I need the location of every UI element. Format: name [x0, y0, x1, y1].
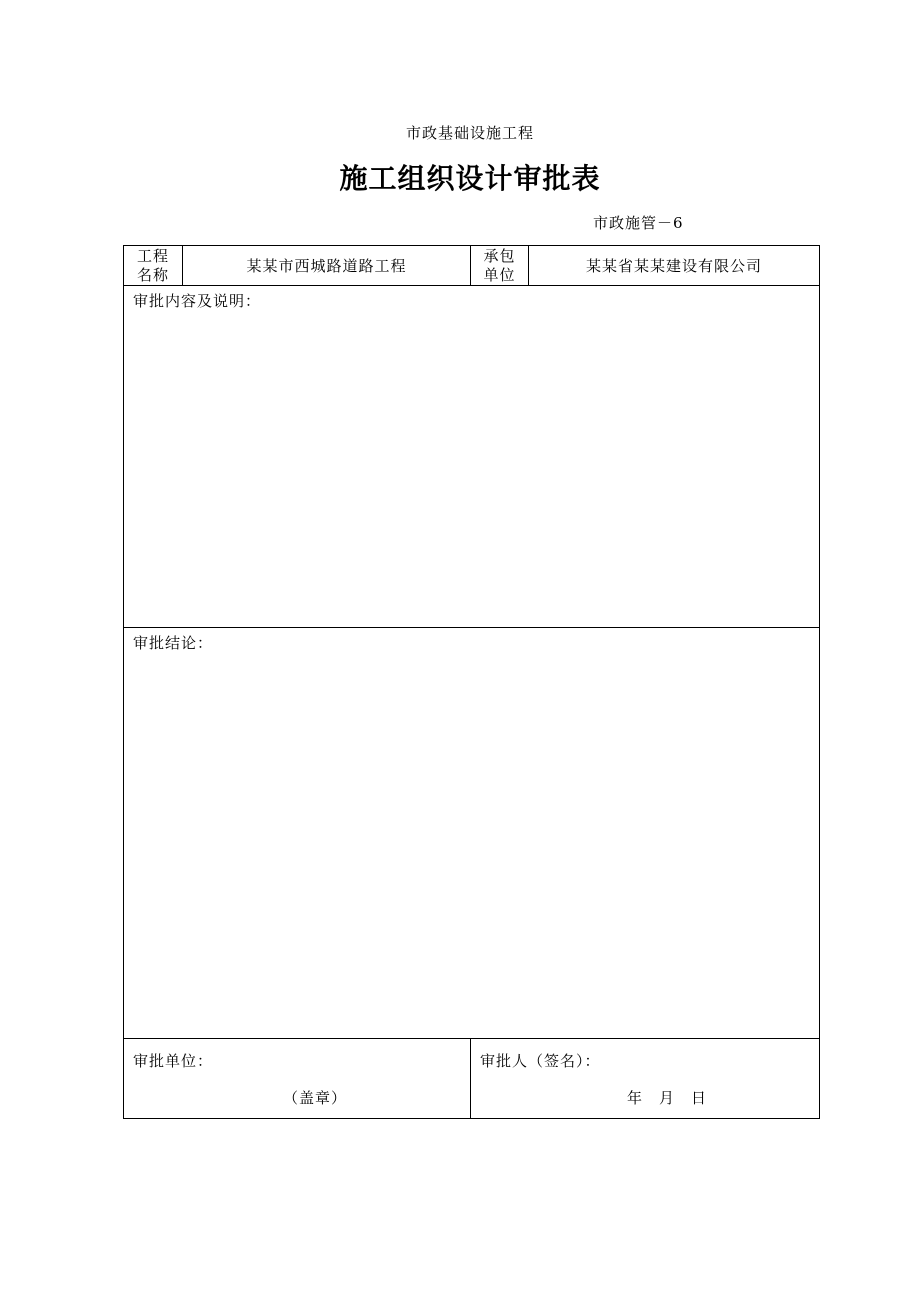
content-row	[124, 286, 820, 628]
document-title: 施工组织设计审批表	[339, 162, 601, 195]
approver-label: 审批人（签名）：	[480, 1052, 601, 1070]
seal-label: （盖章）	[282, 1089, 347, 1107]
project-name-value[interactable]: 某某市西城路道路工程	[183, 246, 471, 286]
date-label: 年 月 日	[627, 1089, 708, 1107]
approval-form-table	[123, 245, 820, 1119]
approving-unit-cell[interactable]	[124, 1039, 471, 1119]
form-code: 市政施管－6	[593, 214, 684, 232]
contractor-label-cell	[471, 246, 529, 286]
signature-row	[124, 1039, 820, 1119]
contractor-label-line1: 承包	[483, 246, 516, 265]
contractor-value[interactable]: 某某省某某建设有限公司	[529, 246, 820, 286]
document-subtitle: 市政基础设施工程	[405, 124, 534, 142]
project-name-label-line1: 工程	[136, 246, 169, 265]
project-name-label-cell	[124, 246, 183, 286]
conclusion-label: 审批结论：	[133, 634, 214, 652]
approving-unit-label: 审批单位：	[133, 1052, 214, 1070]
content-cell[interactable]	[124, 286, 820, 628]
conclusion-cell[interactable]	[124, 628, 820, 1039]
conclusion-row	[124, 628, 820, 1039]
project-info-row	[124, 246, 820, 286]
project-name-label-line2: 名称	[136, 265, 169, 284]
contractor-label-line2: 单位	[483, 265, 516, 284]
content-label: 审批内容及说明：	[133, 292, 262, 310]
approver-cell[interactable]	[471, 1039, 820, 1119]
